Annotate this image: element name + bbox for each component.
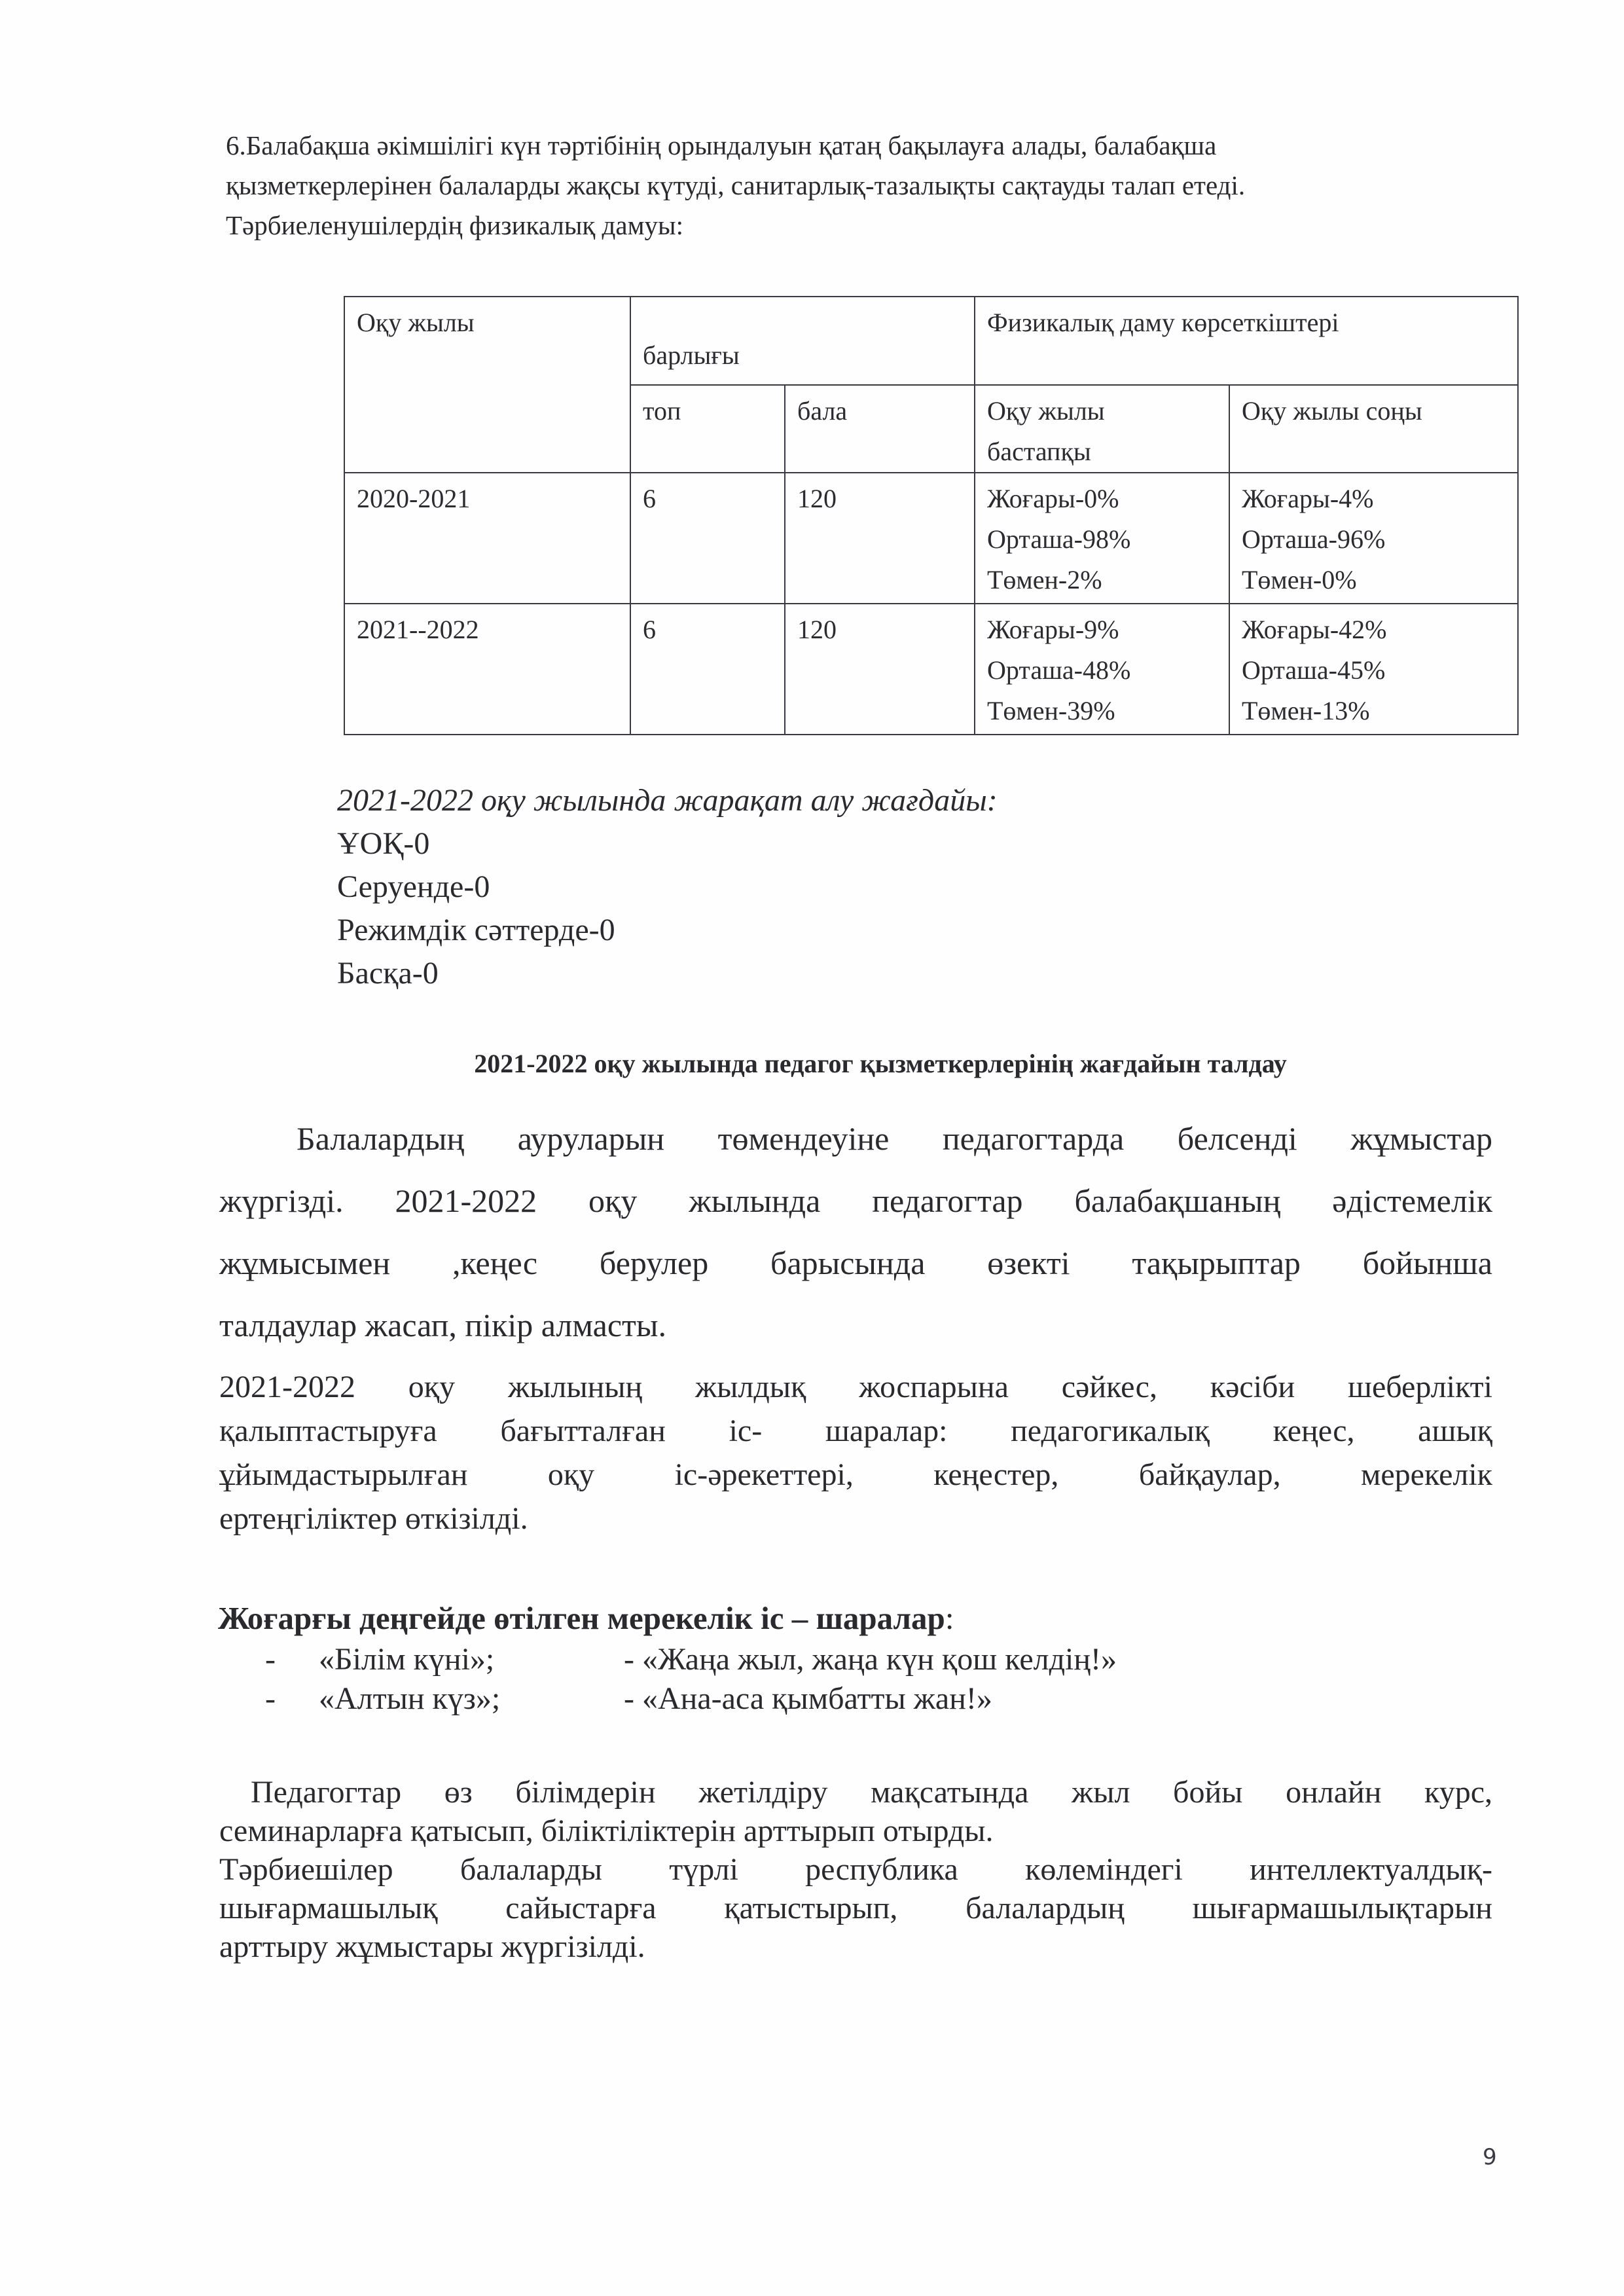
paragraph-line: Педагогтар өз білімдерін жетілдіру мақсатында жыл бойы онлайн курс, [251,1775,1492,1810]
paragraph-line: жұмысымен ,кеңес берулер барысында өзекті тақырыптар бойынша [219,1245,1492,1281]
cell-groups: 6 [630,604,785,735]
paragraph-line: талдаулар жасап, пікір алмасты. [219,1307,666,1343]
events-heading-text: Жоғарғы деңгейде өтілген мерекелік іс – шаралар [218,1600,945,1636]
cell-start [975,604,1229,735]
paragraph-line: жүргізді. 2021-2022 оқу жылында педагогтар балабақшаның әдістемелік [219,1182,1492,1219]
event-item: «Білім күні»; [319,1642,495,1677]
injury-item: Серуенде-0 [337,869,490,904]
header-start-line: бастапқы [987,437,1091,466]
paragraph-line: Тәрбиешілер балаларды түрлі республика көлеміндегі интеллектуалдық- [219,1852,1492,1887]
intro-paragraph [226,126,1509,246]
injury-title: 2021-2022 оқу жылында жарақат алу жағдайы: [337,783,998,818]
injury-item: Режимдік сәттерде-0 [337,913,615,947]
indicator-mid: Орташа-96% [1242,524,1386,554]
table-row [344,604,1518,735]
event-bullet: - [265,1642,276,1677]
header-year: Оқу жылы [344,297,630,473]
injury-section [337,779,998,995]
indicator-high: Жоғары-9% [987,615,1119,644]
section-heading: 2021-2022 оқу жылында педагог қызметкерлерінің жағдайын талдау [474,1049,1287,1078]
events-heading-colon: : [945,1600,954,1636]
injury-item: ҰОҚ-0 [337,826,430,861]
injury-item: Басқа-0 [337,956,439,991]
indicator-low: Төмен-39% [987,696,1115,725]
intro-line: 6.Балабақша әкімшілігі күн тәртібінің орындалуын қатаң бақылауға алады, балабақша [226,130,1217,160]
intro-line: қызметкерлерінен балаларды жақсы күтуді, санитарлық-тазалықты сақтауды талап етеді. [226,170,1246,200]
page-number: 9 [1483,2144,1497,2170]
cell-year: 2021--2022 [344,604,630,735]
cell-children: 120 [785,604,975,735]
professional-development-paragraph [219,1773,1492,1966]
paragraph-line: арттыру жұмыстары жүргізілді. [219,1929,645,1964]
paragraph-line: семинарларға қатысып, біліктіліктерін арттырып отырды. [219,1813,994,1848]
indicator-mid: Орташа-45% [1242,655,1386,685]
table-header-row [344,297,1518,385]
paragraph-line: ұйымдастырылған оқу іс-әрекеттері, кеңестер, байқаулар, мерекелік [219,1457,1492,1492]
event-item: - «Ана-аса қымбатты жан!» [624,1681,992,1716]
cell-groups: 6 [630,473,785,604]
paragraph-line: 2021-2022 оқу жылының жылдық жоспарына сәйкес, кәсіби шеберлікті [219,1370,1492,1404]
paragraph-line: қалыптастыруға бағытталған іс- шаралар: педагогикалық кеңес, ашық [219,1413,1492,1448]
cell-end [1229,473,1518,604]
paragraph-line: Балалардың ауруларын төмендеуіне педагогтарда белсенді жұмыстар [297,1120,1492,1157]
header-start-line: Оқу жылы [987,396,1105,426]
event-item: «Алтын күз»; [319,1681,501,1716]
header-children: бала [785,385,975,473]
indicator-low: Төмен-0% [1242,565,1357,594]
event-item: - «Жаңа жыл, жаңа күн қош келдің!» [624,1642,1117,1677]
paragraph-line: ертеңгіліктер өткізілді. [219,1501,528,1536]
indicator-high: Жоғары-42% [1242,615,1387,644]
annual-plan-paragraph [219,1365,1492,1540]
cell-start [975,473,1229,604]
indicator-low: Төмен-2% [987,565,1102,594]
intro-line: Тәрбиеленушілердің физикалық дамуы: [226,210,683,240]
paragraph-line: шығармашылық сайыстарға қатыстырып, балалардың шығармашылықтарын [219,1891,1492,1925]
indicator-high: Жоғары-4% [1242,484,1374,513]
event-bullet: - [265,1681,276,1716]
header-total: барлығы [630,297,975,385]
indicator-mid: Орташа-98% [987,524,1131,554]
cell-end [1229,604,1518,735]
header-physical: Физикалық даму көрсеткіштері [975,297,1518,385]
header-groups: топ [630,385,785,473]
indicator-high: Жоғары-0% [987,484,1119,513]
physical-development-table [344,296,1519,735]
table-row [344,473,1518,604]
events-heading [218,1599,954,1638]
staff-analysis-paragraph [219,1108,1492,1357]
indicator-low: Төмен-13% [1242,696,1370,725]
indicator-mid: Орташа-48% [987,655,1131,685]
header-end: Оқу жылы соңы [1229,385,1518,473]
cell-year: 2020-2021 [344,473,630,604]
cell-children: 120 [785,473,975,604]
header-start [975,385,1229,473]
